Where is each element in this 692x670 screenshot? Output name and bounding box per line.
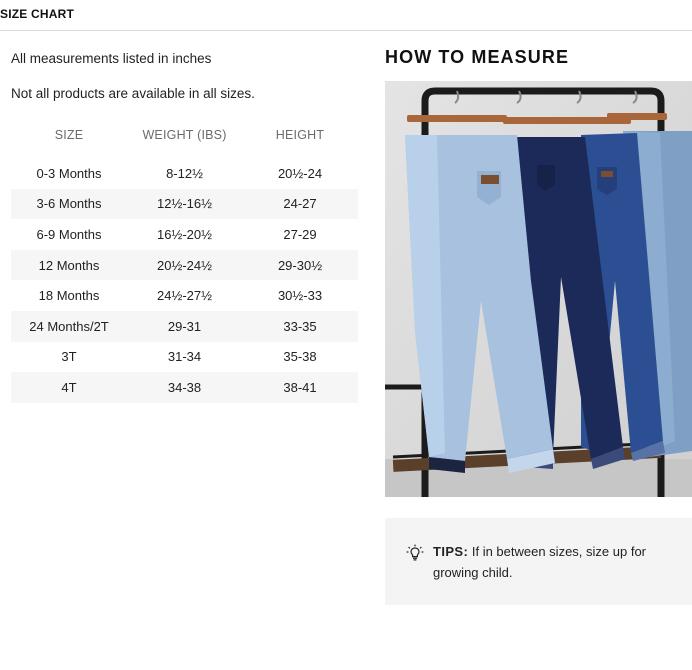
tips-text (433, 541, 678, 583)
height-cell: 20½-24 (277, 165, 323, 181)
table-row (11, 280, 358, 311)
table-row (11, 189, 358, 220)
size-cell: 12 Months (11, 250, 127, 281)
height-cell: 24-27 (242, 189, 358, 220)
size-table (11, 119, 358, 403)
weight-cell: 34-38 (127, 372, 242, 403)
height-cell: 30½-33 (277, 288, 323, 304)
table-row (11, 311, 358, 342)
size-cell: 18 Months (38, 288, 100, 304)
availability-note: Not all products are available in all sizes. (11, 86, 255, 101)
column-header-size: SIZE (54, 128, 84, 142)
size-cell: 3T (61, 349, 77, 365)
weight-cell: 16½-20½ (157, 226, 212, 242)
weight-cell: 29-31 (127, 311, 242, 342)
height-cell: 27-29 (283, 226, 317, 242)
column-header-weight: WEIGHT (IBS) (142, 128, 227, 142)
size-cell: 0-3 Months (36, 165, 102, 181)
weight-cell: 12½-16½ (127, 189, 242, 220)
jeans-on-rack-photo (385, 81, 692, 497)
table-spacer (11, 151, 358, 158)
table-row (11, 158, 358, 189)
lightbulb-icon (406, 544, 424, 562)
height-cell: 29-30½ (242, 250, 358, 281)
size-cell: 4T (11, 372, 127, 403)
table-row (11, 250, 358, 281)
tips-body: If in between sizes, size up for growing child. (433, 544, 647, 580)
height-cell: 35-38 (283, 349, 317, 365)
size-cell: 6-9 Months (36, 226, 102, 242)
size-cell: 24 Months/2T (11, 311, 127, 342)
size-cell: 3-6 Months (11, 189, 127, 220)
tips-label: TIPS: (433, 544, 469, 559)
weight-cell: 8-12½ (166, 165, 203, 181)
table-row (11, 372, 358, 403)
weight-cell: 20½-24½ (127, 250, 242, 281)
height-cell: 33-35 (242, 311, 358, 342)
weight-cell: 31-34 (167, 349, 202, 365)
height-cell: 38-41 (242, 372, 358, 403)
measurements-note: All measurements listed in inches (11, 51, 212, 66)
table-row (11, 342, 358, 373)
tips-box (385, 518, 692, 605)
how-to-measure-title: HOW TO MEASURE (385, 47, 570, 67)
table-row (11, 219, 358, 250)
size-chart-title: SIZE CHART (0, 7, 74, 21)
weight-cell: 24½-27½ (157, 288, 212, 304)
column-header-height: HEIGHT (275, 128, 325, 142)
size-chart-header (0, 0, 692, 31)
jeans-rack-illustration (385, 81, 692, 497)
table-header-row (11, 119, 358, 151)
